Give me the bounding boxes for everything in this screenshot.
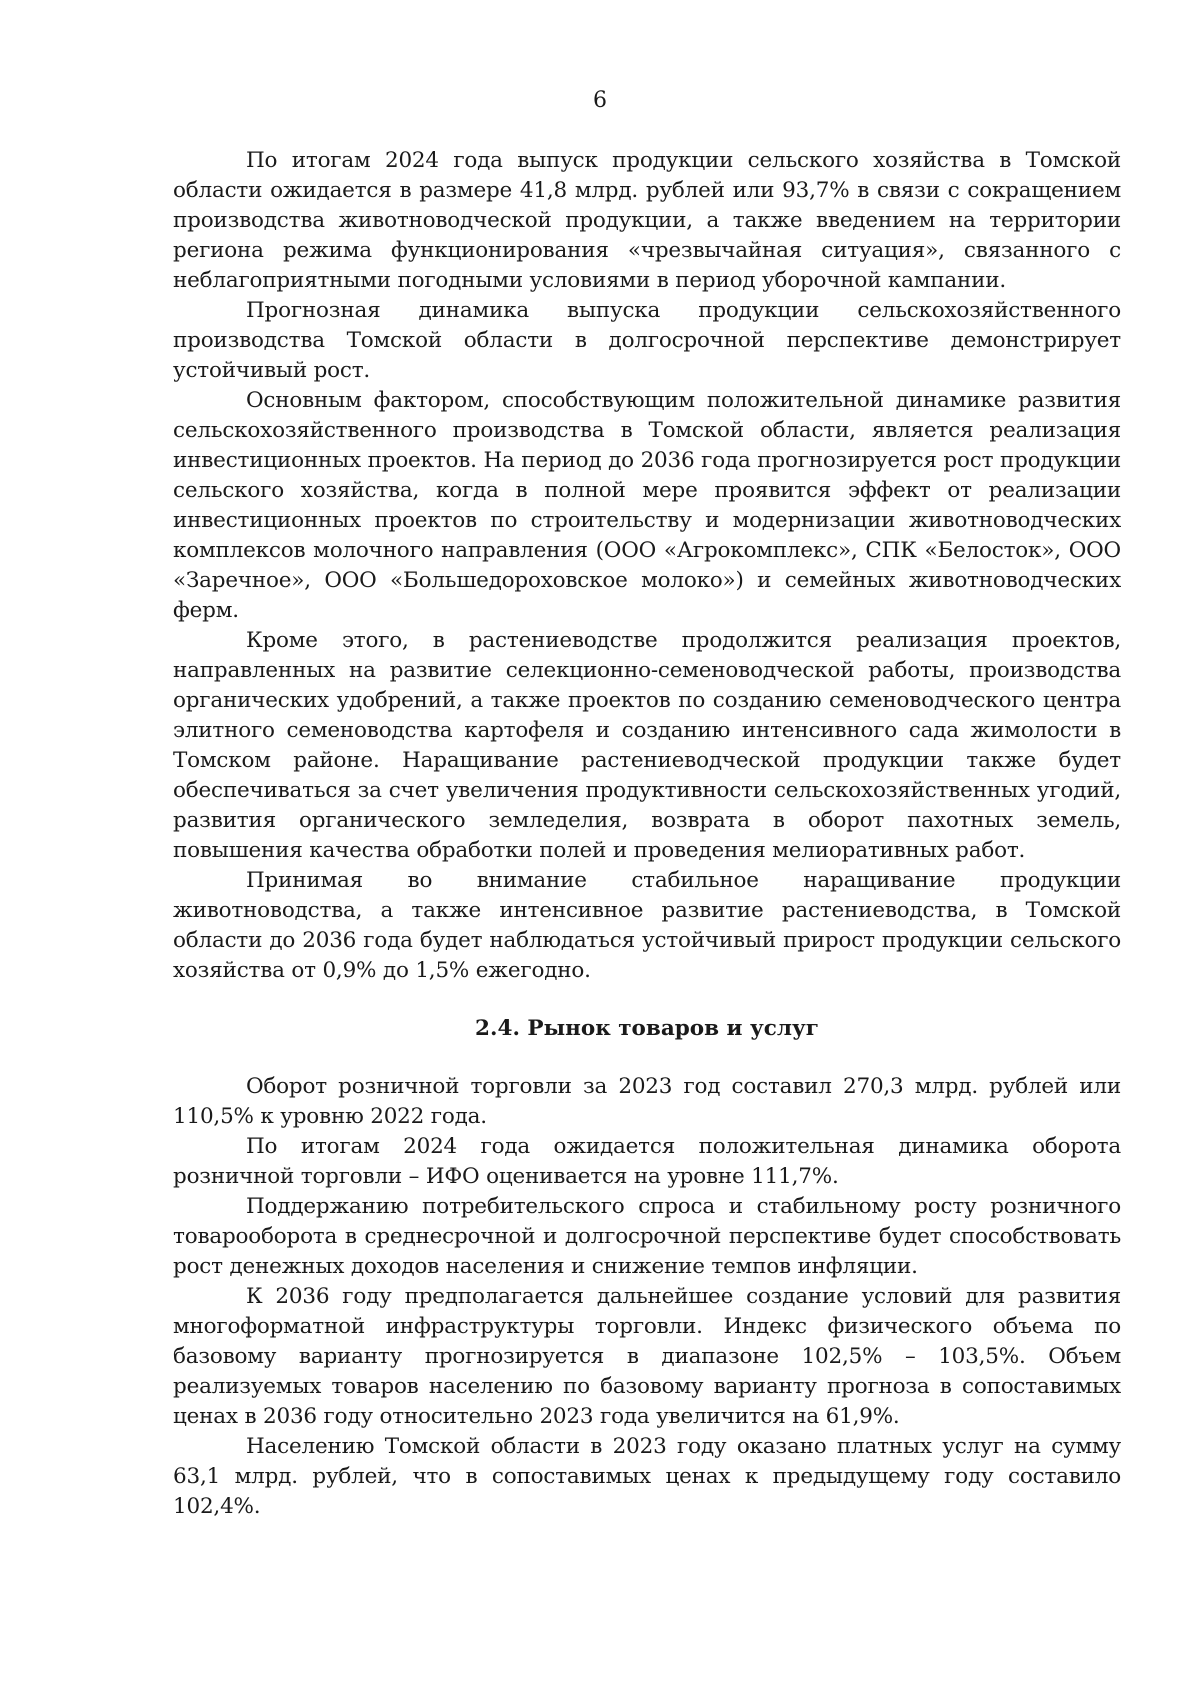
paragraph: Прогнозная динамика выпуска продукции сельскохозяйственного производства Томской области в долгосрочной перспективе демонстрирует устойчивый рост.	[173, 298, 1121, 383]
document-body	[173, 146, 1121, 1522]
section-agriculture	[173, 146, 1121, 986]
paragraph: По итогам 2024 года выпуск продукции сельского хозяйства в Томской области ожидается в размере 41,8 млрд. рублей или 93,7% в связи с сокращением производства животноводческой продукции, а также введением на территории региона режима функционирования «чрезвычайная ситуация», связанного с неблагоприятными погодными условиями в период уборочной кампании.	[173, 148, 1121, 293]
paragraph: Населению Томской области в 2023 году оказано платных услуг на сумму 63,1 млрд. рублей, что в сопоставимых ценах к предыдущему году составило 102,4%.	[173, 1434, 1121, 1519]
paragraph: К 2036 году предполагается дальнейшее создание условий для развития многоформатной инфраструктуры торговли. Индекс физического объема по базовому варианту прогнозируется в диапазоне 102,5% – 103,5%. Объем реализуемых товаров населению по базовому варианту прогноза в сопоставимых ценах в 2036 году относительно 2023 года увеличится на 61,9%.	[173, 1284, 1121, 1429]
paragraph: Основным фактором, способствующим положительной динамике развития сельскохозяйственного производства в Томской области, является реализация инвестиционных проектов. На период до 2036 года прогнозируется рост продукции сельского хозяйства, когда в полной мере проявится эффект от реализации инвестиционных проектов по строительству и модернизации животноводческих комплексов молочного направления (ООО «Агрокомплекс», СПК «Белосток», ООО «Заречное», ООО «Большедороховское молоко») и семейных животноводческих ферм.	[173, 388, 1121, 623]
paragraph: Поддержанию потребительского спроса и стабильному росту розничного товарооборота в среднесрочной и долгосрочной перспективе будет способствовать рост денежных доходов населения и снижение темпов инфляции.	[173, 1194, 1121, 1279]
paragraph: Кроме этого, в растениеводстве продолжится реализация проектов, направленных на развитие селекционно-семеноводческой работы, производства органических удобрений, а также проектов по созданию семеноводческого центра элитного семеноводства картофеля и созданию интенсивного сада жимолости в Томском районе. Наращивание растениеводческой продукции также будет обеспечиваться за счет увеличения продуктивности сельскохозяйственных угодий, развития органического земледелия, возврата в оборот пахотных земель, повышения качества обработки полей и проведения мелиоративных работ.	[173, 628, 1121, 863]
page-number: 6	[593, 88, 607, 113]
paragraph: Принимая во внимание стабильное наращивание продукции животноводства, а также интенсивное развитие растениеводства, в Томской области до 2036 года будет наблюдаться устойчивый прирост продукции сельского хозяйства от 0,9% до 1,5% ежегодно.	[173, 868, 1121, 983]
section-goods-and-services-market	[173, 1072, 1121, 1522]
paragraph: Оборот розничной торговли за 2023 год составил 270,3 млрд. рублей или 110,5% к уровню 2022 года.	[173, 1074, 1121, 1129]
section-heading: 2.4. Рынок товаров и услуг	[475, 1016, 819, 1041]
paragraph: По итогам 2024 года ожидается положительная динамика оборота розничной торговли – ИФО оценивается на уровне 111,7%.	[173, 1134, 1121, 1189]
